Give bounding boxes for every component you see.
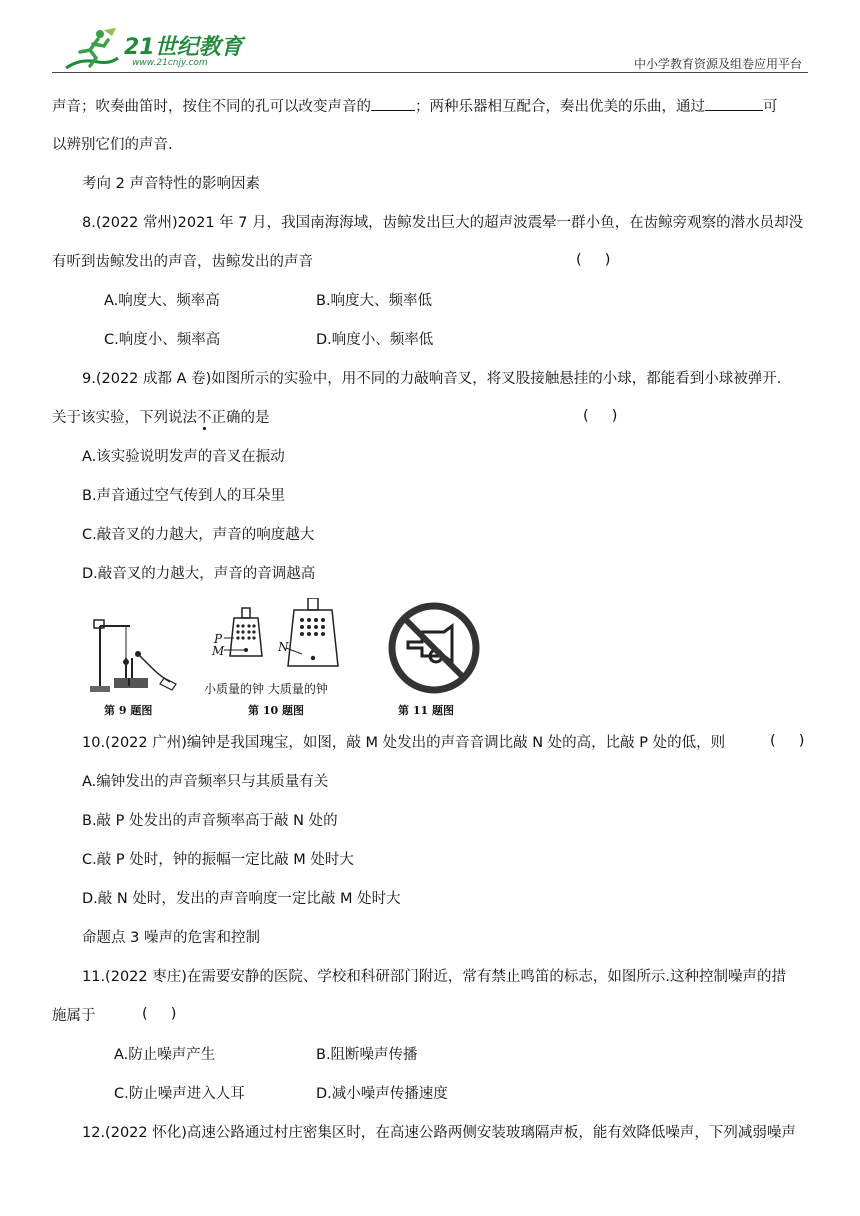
question-9-line-1: 9.(2022 成都 A 卷)如图所示的实验中，用不同的力敲响音叉，将叉股接触悬挂的小球，都能看到小球被弹开.	[82, 371, 782, 387]
question-11-answer-paren: ( )	[142, 1006, 177, 1022]
text-segment: 可	[763, 99, 778, 115]
question-9-option-a: A.该实验说明发声的音叉在振动	[82, 449, 285, 465]
question-11-line-2: 施属于	[52, 1008, 96, 1024]
question-11-option-d: D.减小噪声传播速度	[316, 1086, 448, 1102]
text-segment: 正确的是	[211, 410, 270, 426]
section-heading-3: 命题点 3 噪声的危害和控制	[82, 930, 260, 946]
question-8-option-d: D.响度小、频率低	[316, 332, 434, 348]
question-9-option-c: C.敲音叉的力越大，声音的响度越大	[82, 527, 315, 543]
label-n: N	[278, 640, 289, 654]
question-11-line-1: 11.(2022 枣庄)在需要安静的医院、学校和科研部门附近，常有禁止鸣笛的标志，如图所示.这种控制噪声的措	[82, 969, 786, 985]
question-10-option-d: D.敲 N 处时，发出的声音响度一定比敲 M 处时大	[82, 891, 401, 907]
question-10-answer-paren: ( )	[770, 733, 805, 749]
figure-11-caption: 第 11 题图	[398, 704, 454, 717]
question-12-line-1: 12.(2022 怀化)高速公路通过村庄密集区时，在高速公路两侧安装玻璃隔声板，能有效降低噪声，下列减弱噪声	[82, 1125, 796, 1141]
answer-blank	[371, 96, 415, 111]
question-8-line-1: 8.(2022 常州)2021 年 7 月，我国南海海域，齿鲸发出巨大的超声波震晕一群小鱼，在齿鲸旁观察的潜水员却没	[82, 215, 804, 231]
question-11-option-a: A.防止噪声产生	[114, 1047, 216, 1063]
question-8-option-c: C.响度小、频率高	[104, 332, 221, 348]
logo	[60, 28, 280, 72]
question-9-line-2	[52, 408, 270, 428]
page-header	[52, 28, 808, 72]
platform-name: 中小学教育资源及组卷应用平台	[633, 57, 802, 71]
text-line-2: 以辨别它们的声音.	[52, 137, 173, 153]
figure-strip	[82, 598, 482, 722]
emphasis-dot-text: 不	[197, 410, 212, 426]
question-9-option-b: B.声音通过空气传到人的耳朵里	[82, 488, 286, 504]
text-segment: 声音；吹奏曲笛时，按住不同的孔可以改变声音的	[52, 99, 371, 115]
text-segment: 关于该实验，下列说法	[52, 410, 197, 426]
no-horn-sign-icon	[388, 602, 480, 694]
label-m: M	[212, 644, 225, 658]
question-8-option-b: B.响度大、频率低	[316, 293, 433, 309]
runner-logo-icon	[60, 28, 120, 72]
question-11-option-c: C.防止噪声进入人耳	[114, 1086, 245, 1102]
label-p: P	[214, 632, 223, 646]
question-8-answer-paren: ( )	[576, 252, 611, 268]
question-11-option-b: B.阻断噪声传播	[316, 1047, 418, 1063]
figure-9-caption: 第 9 题图	[104, 704, 153, 717]
figure-10-subcaption: 小质量的钟 大质量的钟	[204, 682, 328, 696]
header-divider	[52, 72, 808, 73]
text-line-1	[52, 96, 778, 117]
tuning-fork-figure	[86, 598, 186, 698]
logo-text: 21世纪教育	[124, 35, 243, 60]
question-8-line-2: 有听到齿鲸发出的声音，齿鲸发出的声音	[52, 254, 313, 270]
question-8-option-a: A.响度大、频率高	[104, 293, 220, 309]
section-heading-2: 考向 2 声音特性的影响因素	[82, 176, 260, 192]
question-10-option-a: A.编钟发出的声音频率只与其质量有关	[82, 774, 329, 790]
bells-figure	[212, 598, 372, 678]
question-9-answer-paren: ( )	[583, 408, 618, 424]
question-10-option-c: C.敲 P 处时，钟的振幅一定比敲 M 处时大	[82, 852, 354, 868]
answer-blank	[705, 96, 763, 111]
figure-10-caption: 第 10 题图	[248, 704, 304, 717]
question-10-line-1: 10.(2022 广州)编钟是我国瑰宝，如图，敲 M 处发出的声音音调比敲 N 处的高，比敲 P 处的低，则	[82, 735, 726, 751]
question-9-option-d: D.敲音叉的力越大，声音的音调越高	[82, 566, 316, 582]
logo-url: www.21cnjy.com	[132, 58, 208, 68]
text-segment: ；两种乐器相互配合，奏出优美的乐曲，通过	[415, 99, 705, 115]
question-10-option-b: B.敲 P 处发出的声音频率高于敲 N 处的	[82, 813, 338, 829]
